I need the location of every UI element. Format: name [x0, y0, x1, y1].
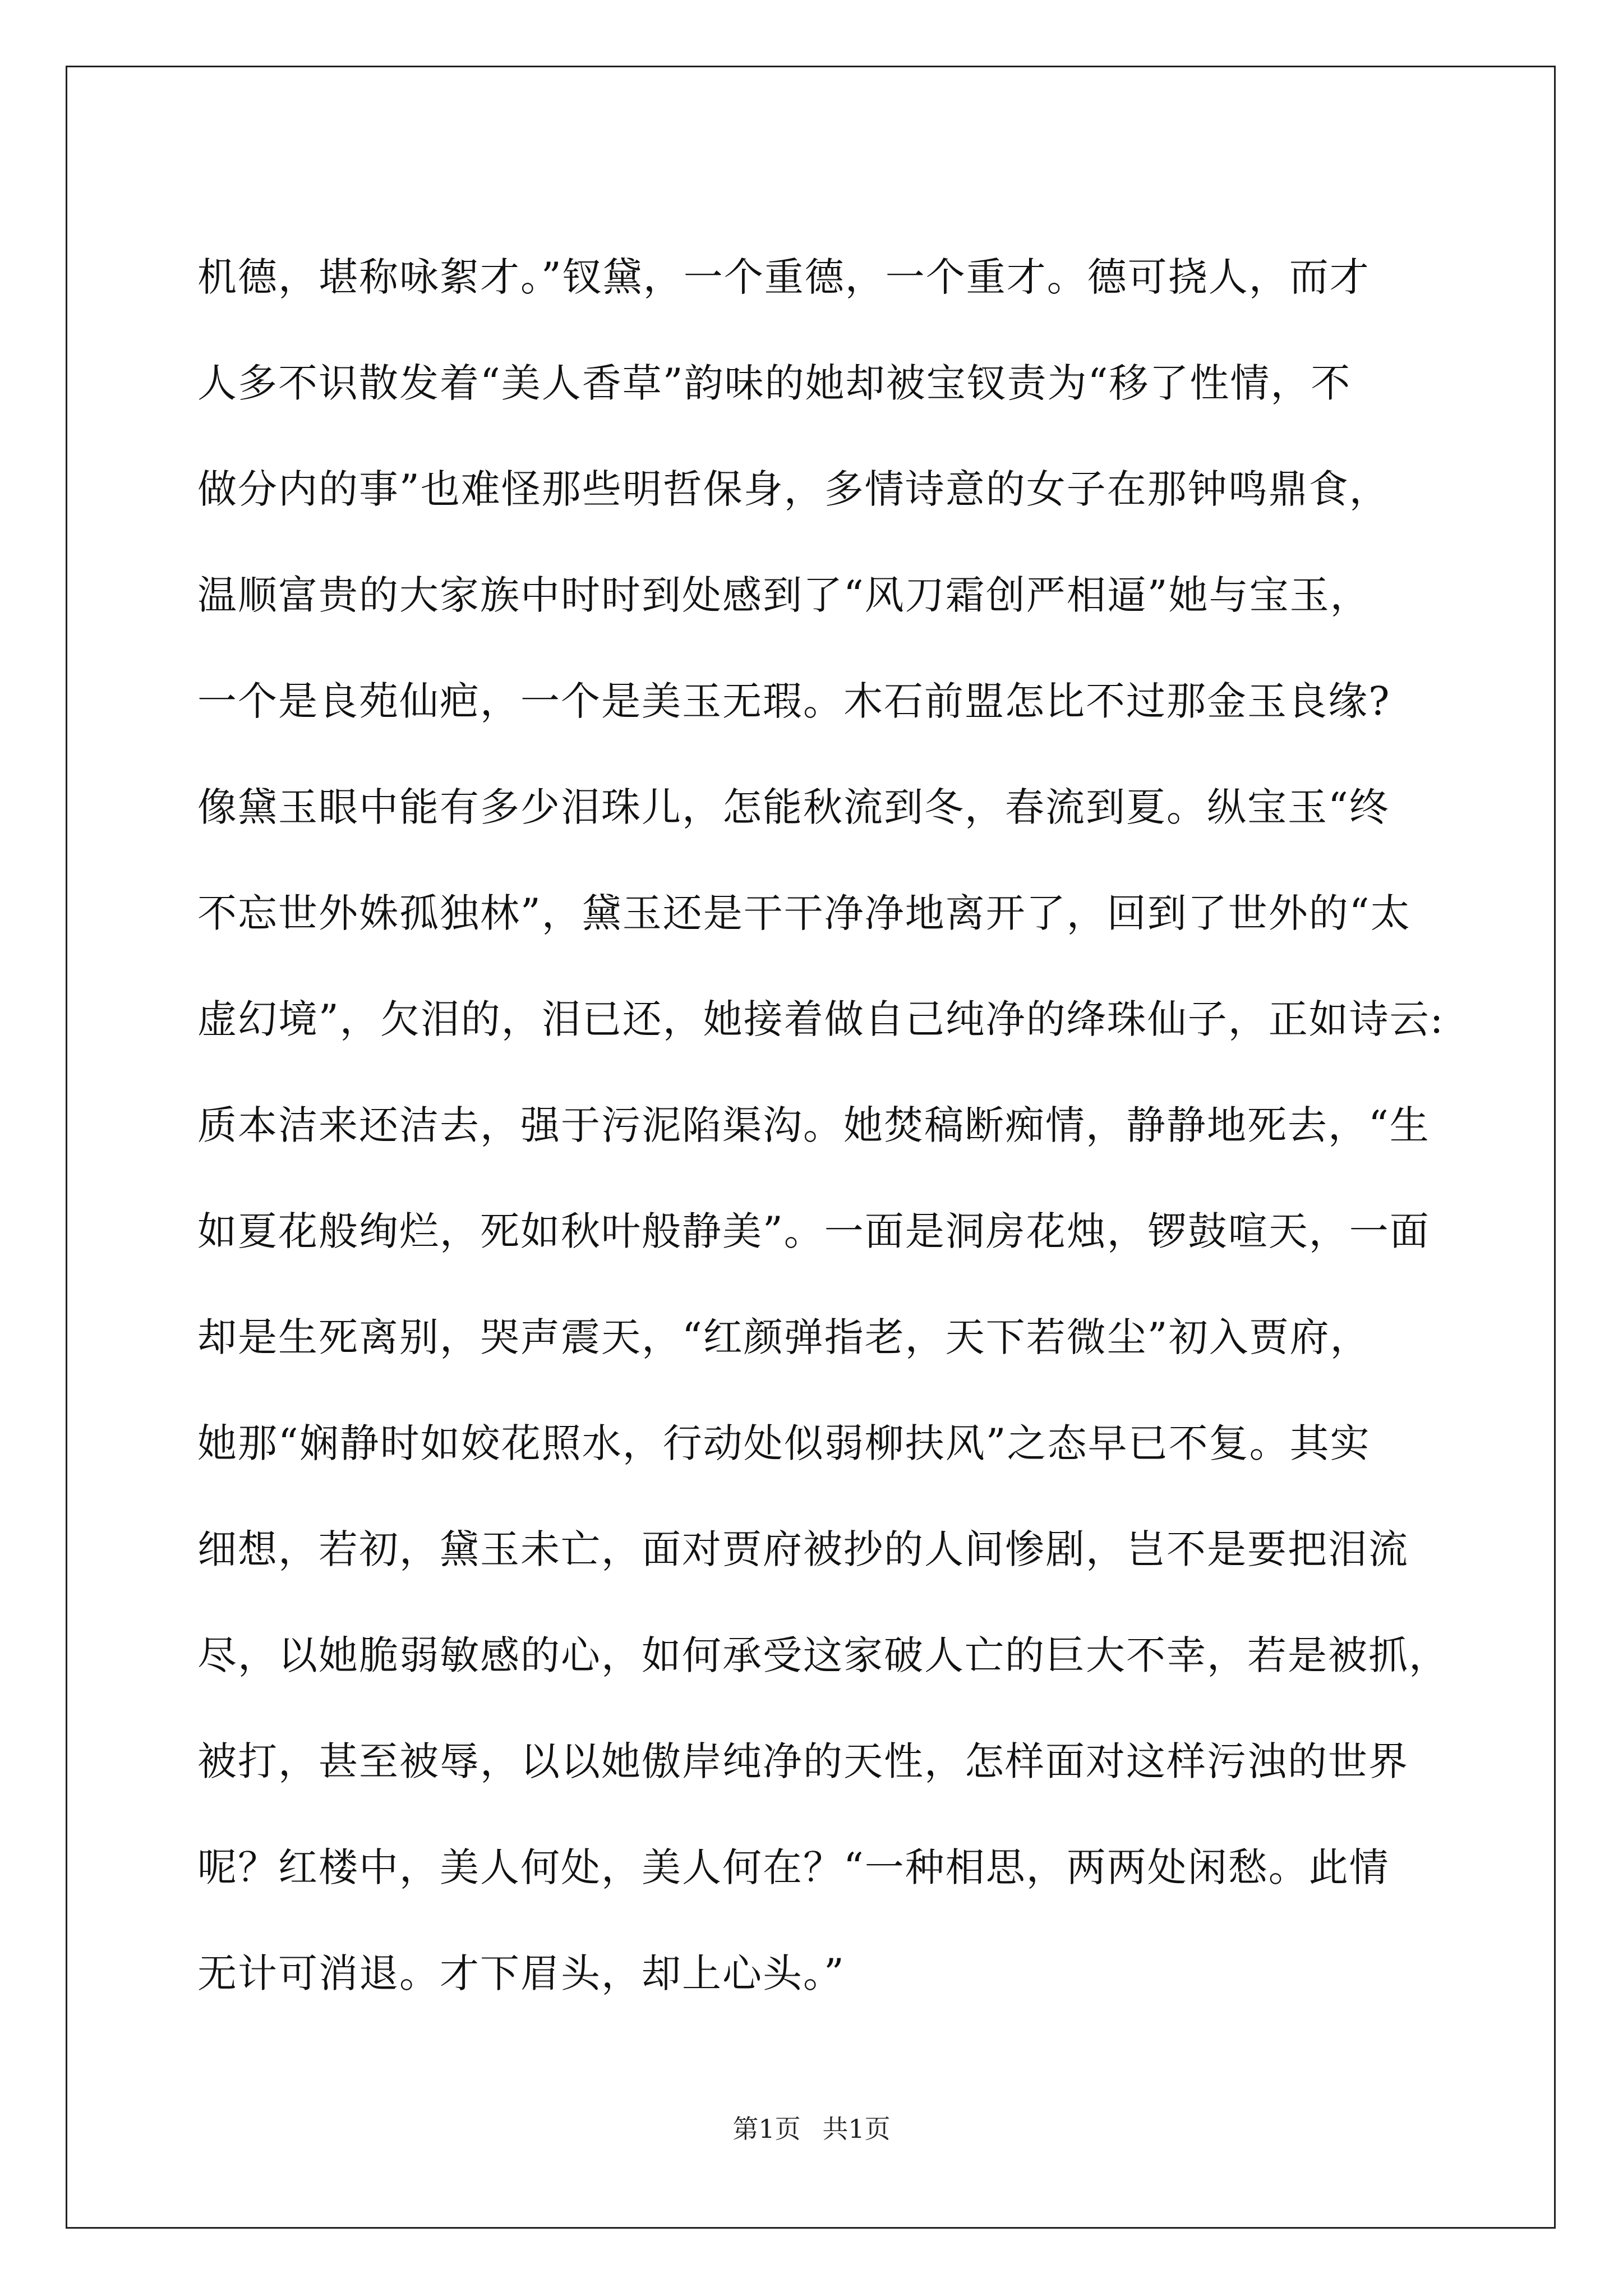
total-pages-label: 共1页 [822, 2114, 891, 2144]
text-line: 被打，甚至被辱，以以她傲岸纯净的天性，怎样面对这样污浊的世界 [197, 1738, 1409, 1784]
text-line: 做分内的事”也难怪那些明哲保身，多情诗意的女子在那钟鸣鼎食， [197, 466, 1390, 512]
text-line: 细想，若初，黛玉未亡，面对贾府被抄的人间惨剧，岂不是要把泪流 [197, 1526, 1409, 1572]
page-footer [0, 2112, 1623, 2146]
text-line: 一个是良苑仙疤，一个是美玉无瑕。木石前盟怎比不过那金玉良缘? [197, 678, 1391, 724]
text-line: 质本洁来还洁去，强于污泥陷渠沟。她焚稿断痴情，静静地死去，“生 [197, 1102, 1430, 1148]
text-line: 不忘世外姝孤独林”，黛玉还是干干净净地离开了，回到了世外的“太 [197, 890, 1411, 936]
text-line: 人多不识散发着“美人香草”韵味的她却被宝钗责为“移了性情，不 [197, 360, 1352, 406]
text-line: 无计可消退。才下眉头，却上心头。” [197, 1950, 845, 1996]
current-page-label: 第1页 [732, 2114, 801, 2144]
text-line: 呢？红楼中，美人何处，美人何在？“一种相思，两两处闲愁。此情 [197, 1844, 1390, 1890]
document-body [197, 224, 1448, 2027]
text-line: 虚幻境”，欠泪的，泪已还，她接着做自己纯净的绛珠仙子，正如诗云: [197, 996, 1445, 1042]
text-line: 却是生死离别，哭声震天，“红颜弹指老，天下若微尘”初入贾府， [197, 1314, 1371, 1360]
text-line: 如夏花般绚烂，死如秋叶般静美”。一面是洞房花烛，锣鼓喧天，一面 [197, 1208, 1430, 1254]
text-line: 温顺富贵的大家族中时时到处感到了“风刀霜创严相逼”她与宝玉， [197, 572, 1371, 618]
text-line: 她那“娴静时如姣花照水，行动处似弱柳扶风”之态早已不复。其实 [197, 1420, 1371, 1466]
text-line: 像黛玉眼中能有多少泪珠儿，怎能秋流到冬，春流到夏。纵宝玉“终 [197, 784, 1390, 830]
text-line: 机德，堪称咏絮才。”钗黛，一个重德，一个重才。德可挠人，而才 [197, 254, 1370, 300]
text-line: 尽，以她脆弱敏感的心，如何承受这家破人亡的巨大不幸，若是被抓， [197, 1632, 1449, 1678]
